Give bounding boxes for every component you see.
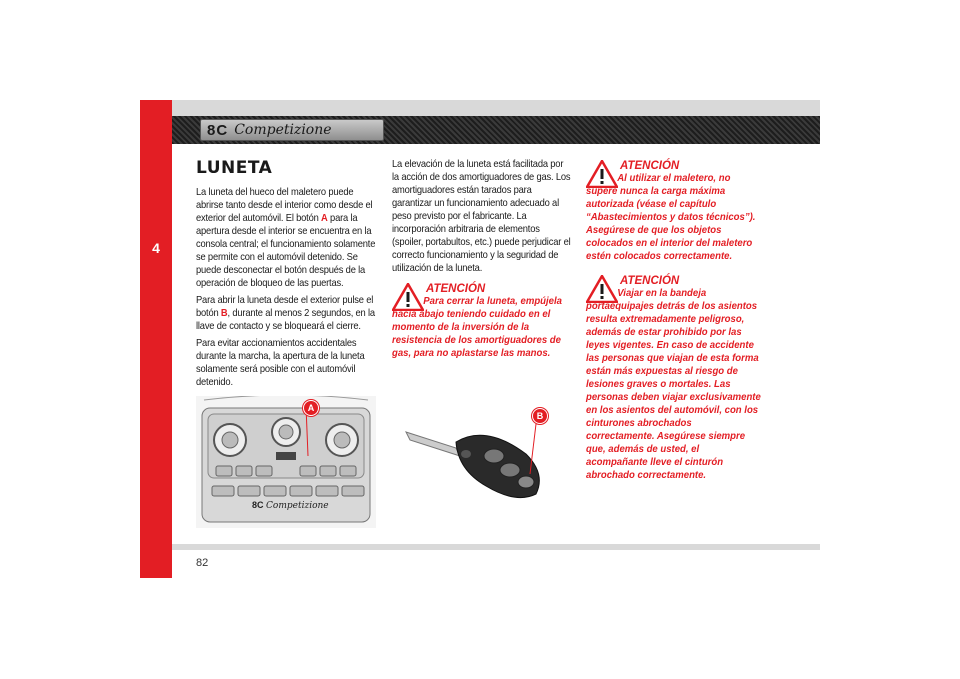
warning-text: Al utilizar el maletero, no supere nunca la carga máxima autorizada (véase el capítulo “Abastecimientos y datos técnicos”). Asegúrese de que los objetos colocados en el interior del maletero estén colocados correctamente. <box>586 173 756 262</box>
page-number: 82 <box>196 557 209 569</box>
paragraph-2: Para abrir la luneta desde el exterior pulse el botón B, durante al menos 2 segundos, en la llave de contacto y se bloqueará el cierre. <box>196 295 375 332</box>
warning-text: Para cerrar la luneta, empújela hacia abajo teniendo cuidado en el momento de la inversión de la resistencia de los amortiguadores de gas, para no aplastarse las manos. <box>392 296 562 359</box>
paragraph-3: Para evitar accionamientos accidentales durante la marcha, la apertura de la luneta solamente será posible con el automóvil detenido. <box>196 338 365 388</box>
column-2 <box>392 158 572 360</box>
warning-title: ATENCIÓN <box>620 275 680 287</box>
ignition-key-illustration <box>396 404 556 514</box>
paragraph-gas-struts: La elevación de la luneta está facilitada por la acción de dos amortiguadores de gas. Los amortiguadores están tarados para garantizar un funcionamiento adecuado al peso previsto por el fabricante. La incorporación arbitraria de elementos (spoiler, portabultos, etc.) puede perjudicar el correcto funcionamiento y la seguridad de utilización de la luneta. <box>392 159 571 274</box>
column-3 <box>586 160 772 482</box>
warning-text: Viajar en la bandeja portaequipajes detrás de los asientos resulta extremadamente peligroso, además de estar prohibido por las leyes vigentes. En caso de accidente las personas que viajan de esta forma están más expuestas al riesgo de lesiones graves o mortales. Las personas deben viajar exclusivamente en los asientos del automóvil, con los cinturones abrochados correctamente. Asegúrese siempre que, además de usted, el acompañante lleve el cinturón abrochado correctamente. <box>586 288 761 481</box>
warning-title: ATENCIÓN <box>620 160 680 172</box>
chapter-number: 4 <box>152 240 160 256</box>
chapter-side-bar <box>140 100 172 578</box>
panel-logo: 8C Competizione <box>252 500 329 511</box>
bottom-band <box>172 544 820 550</box>
top-band <box>140 100 820 116</box>
header-logo <box>200 119 384 141</box>
callout-a: A <box>303 400 319 416</box>
warning-block-2 <box>586 160 772 263</box>
warning-title: ATENCIÓN <box>426 283 486 295</box>
callout-b: B <box>532 408 548 424</box>
column-1 <box>196 158 376 393</box>
warning-block-3 <box>586 275 772 482</box>
logo-bc: 8C <box>207 121 229 139</box>
section-title: LUNETA <box>196 158 273 178</box>
logo-script: Competizione <box>234 122 332 138</box>
paragraph-1: La luneta del hueco del maletero puede abrirse tanto desde el interior como desde el exterior del automóvil. El botón A para la apertura desde el interior se encuentra en la consola central; el funcionamiento solamente se permite con el automóvil detenido. Se puede desconectar el botón después de la operación de bloqueo de las puertas. <box>196 187 376 289</box>
warning-block-1 <box>392 283 572 360</box>
